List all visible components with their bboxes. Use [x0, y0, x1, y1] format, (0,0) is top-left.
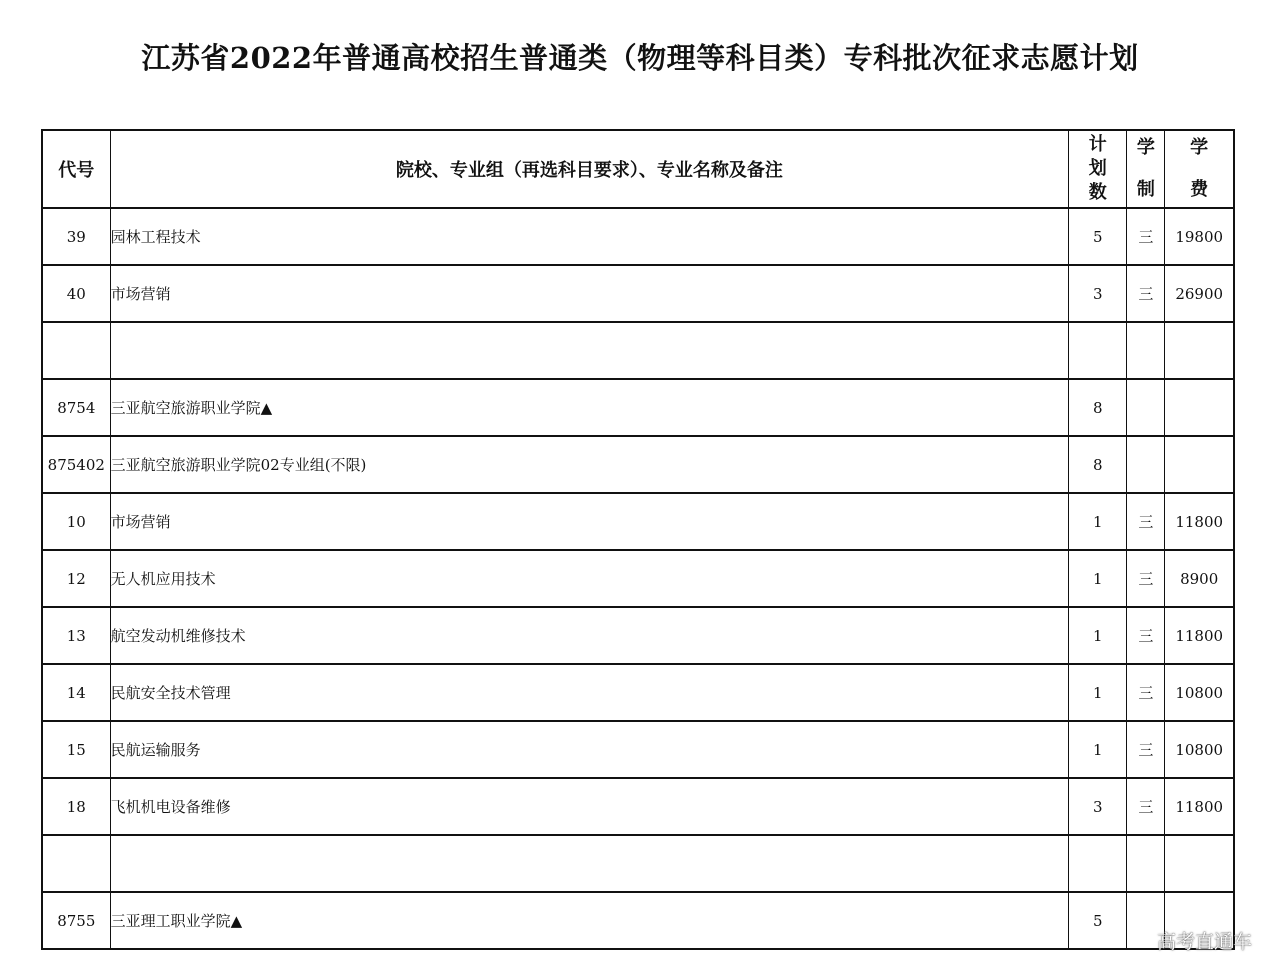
row-duration: 三 [1127, 493, 1165, 550]
row-tuition [1165, 835, 1234, 892]
row-plan-count: 8 [1069, 436, 1127, 493]
row-code: 14 [42, 664, 110, 721]
row-name: 三亚航空旅游职业学院02专业组(不限) [110, 436, 1069, 493]
row-duration: 三 [1127, 550, 1165, 607]
row-tuition: 19800 [1165, 208, 1234, 265]
row-plan-count [1069, 835, 1127, 892]
table-row [42, 778, 1234, 835]
enrollment-plan-table [41, 129, 1235, 950]
row-plan-count: 1 [1069, 493, 1127, 550]
row-code: 40 [42, 265, 110, 322]
row-name [110, 835, 1069, 892]
row-code: 875402 [42, 436, 110, 493]
row-code [42, 835, 110, 892]
row-code: 15 [42, 721, 110, 778]
row-plan-count: 1 [1069, 664, 1127, 721]
row-plan-count: 5 [1069, 208, 1127, 265]
row-duration: 三 [1127, 208, 1165, 265]
row-duration [1127, 436, 1165, 493]
row-name: 园林工程技术 [110, 208, 1069, 265]
table-row [42, 265, 1234, 322]
row-duration: 三 [1127, 721, 1165, 778]
header-duration-char-2: 制 [1136, 179, 1155, 200]
row-code: 8755 [42, 892, 110, 949]
row-duration [1127, 835, 1165, 892]
watermark: 高考直通车 [1156, 931, 1252, 953]
table-row [42, 835, 1234, 892]
row-name: 民航运输服务 [110, 721, 1069, 778]
row-name: 航空发动机维修技术 [110, 607, 1069, 664]
row-plan-count: 3 [1069, 778, 1127, 835]
row-plan-count: 1 [1069, 550, 1127, 607]
row-name: 市场营销 [110, 265, 1069, 322]
row-name: 飞机机电设备维修 [110, 778, 1069, 835]
table-header-row [42, 130, 1234, 208]
row-tuition: 10800 [1165, 721, 1234, 778]
table-row [42, 322, 1234, 379]
table-row [42, 607, 1234, 664]
row-code: 8754 [42, 379, 110, 436]
row-name: 三亚理工职业学院▲ [110, 892, 1069, 949]
row-code: 18 [42, 778, 110, 835]
header-code: 代号 [42, 130, 110, 208]
header-duration [1127, 130, 1165, 208]
row-plan-count: 5 [1069, 892, 1127, 949]
row-code: 10 [42, 493, 110, 550]
header-plan-count-char-1: 计 [1088, 134, 1107, 155]
header-plan-count [1069, 130, 1127, 208]
row-plan-count: 1 [1069, 721, 1127, 778]
table-row [42, 664, 1234, 721]
row-code: 39 [42, 208, 110, 265]
row-duration: 三 [1127, 265, 1165, 322]
row-name: 三亚航空旅游职业学院▲ [110, 379, 1069, 436]
row-plan-count: 1 [1069, 607, 1127, 664]
row-tuition: 26900 [1165, 265, 1234, 322]
row-plan-count [1069, 322, 1127, 379]
header-plan-count-char-3: 数 [1088, 182, 1107, 203]
row-name [110, 322, 1069, 379]
table-row [42, 436, 1234, 493]
row-duration: 三 [1127, 778, 1165, 835]
row-code: 13 [42, 607, 110, 664]
table-row [42, 379, 1234, 436]
header-name: 院校、专业组（再选科目要求）、专业名称及备注 [110, 130, 1069, 208]
row-name: 市场营销 [110, 493, 1069, 550]
row-duration [1127, 322, 1165, 379]
row-tuition: 10800 [1165, 664, 1234, 721]
header-tuition-char-2: 费 [1190, 179, 1209, 200]
row-code: 12 [42, 550, 110, 607]
header-tuition-char-1: 学 [1190, 137, 1209, 158]
row-name: 民航安全技术管理 [110, 664, 1069, 721]
page-title: 江苏省2022年普通高校招生普通类（物理等科目类）专科批次征求志愿计划 [141, 41, 1139, 75]
table-row [42, 208, 1234, 265]
row-name: 无人机应用技术 [110, 550, 1069, 607]
table-row [42, 550, 1234, 607]
row-tuition [1165, 379, 1234, 436]
row-tuition [1165, 436, 1234, 493]
table-row [42, 721, 1234, 778]
row-tuition: 11800 [1165, 493, 1234, 550]
row-tuition: 8900 [1165, 550, 1234, 607]
row-tuition: 11800 [1165, 607, 1234, 664]
row-tuition [1165, 322, 1234, 379]
row-duration: 三 [1127, 664, 1165, 721]
row-plan-count: 3 [1069, 265, 1127, 322]
row-duration [1127, 379, 1165, 436]
row-tuition: 11800 [1165, 778, 1234, 835]
row-code [42, 322, 110, 379]
row-plan-count: 8 [1069, 379, 1127, 436]
table-row [42, 892, 1234, 949]
row-duration: 三 [1127, 607, 1165, 664]
header-plan-count-char-2: 划 [1088, 158, 1107, 179]
header-duration-char-1: 学 [1136, 137, 1155, 158]
header-tuition [1165, 130, 1234, 208]
table-row [42, 493, 1234, 550]
